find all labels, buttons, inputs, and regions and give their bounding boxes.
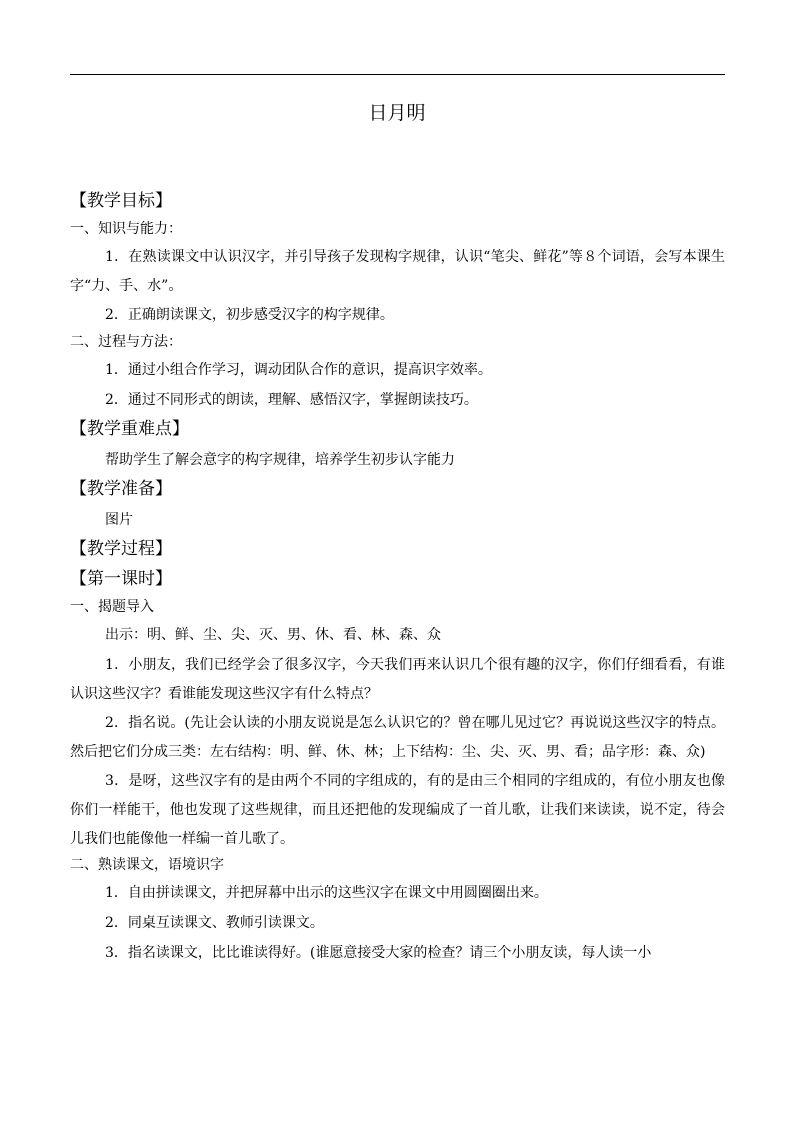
subheading-reading: 二、熟读课文，语境识字 (70, 857, 224, 873)
paragraph: 3．是呀，这些汉字有的是由两个不同的字组成的，有的是由三个相同的字组成的，有位小朋友也像你们一样能干，他也发现了这些规律，而且还把他的发现编成了一首儿歌，让我们来读读，说不定，待会儿我们也能像他一样编一首儿歌了。 (70, 773, 725, 847)
document-title: 日月明 (368, 102, 426, 124)
paragraph: 出示：明、鲜、尘、尖、灭、男、休、看、林、森、众 (105, 627, 441, 643)
document-body (70, 188, 725, 969)
heading-process: 【教学过程】 (70, 539, 172, 559)
heading-key-points: 【教学重难点】 (70, 419, 189, 439)
subheading-intro: 一、揭题导入 (70, 599, 154, 615)
paragraph: 2．指名说。(先让会认读的小朋友说说是怎么认识它的？曾在哪儿见过它？再说说这些汉字的特点。然后把它们分成三类：左右结构：明、鲜、休、林；上下结构：尘、尖、灭、男、看；品字形：森、众) (70, 715, 725, 760)
paragraph: 图片 (105, 512, 133, 528)
paragraph: 1．通过小组合作学习，调动团队合作的意识，提高识字效率。 (105, 362, 492, 378)
header-rule (70, 74, 725, 75)
heading-first-lesson: 【第一课时】 (70, 569, 172, 589)
paragraph: 2．同桌互读课文、教师引读课文。 (105, 915, 324, 931)
paragraph: 1．自由拼读课文，并把屏幕中出示的这些汉字在课文中用圆圈圈出来。 (105, 885, 548, 901)
subheading-knowledge: 一、知识与能力： (70, 221, 182, 237)
paragraph: 3．指名读课文，比比谁读得好。(谁愿意接受大家的检查？请三个小朋友读，每人读一小 (105, 945, 652, 961)
subheading-process: 二、过程与方法： (70, 334, 182, 350)
paragraph: 2．通过不同形式的朗读，理解、感悟汉字，掌握朗读技巧。 (105, 392, 478, 408)
paragraph: 2．正确朗读课文，初步感受汉字的构字规律。 (105, 307, 394, 323)
heading-teaching-goals: 【教学目标】 (70, 191, 172, 211)
heading-preparation: 【教学准备】 (70, 479, 172, 499)
paragraph: 1．小朋友，我们已经学会了很多汉字，今天我们再来认识几个很有趣的汉字，你们仔细看看，有谁认识这些汉字？看谁能发现这些汉字有什么特点？ (70, 657, 725, 702)
paragraph: 帮助学生了解会意字的构字规律，培养学生初步认字能力 (105, 452, 455, 468)
paragraph: 1．在熟读课文中认识汉字，并引导孩子发现构字规律，认识“笔尖、鲜花”等８个词语，会写本课生字“力、手、水”。 (70, 249, 725, 294)
